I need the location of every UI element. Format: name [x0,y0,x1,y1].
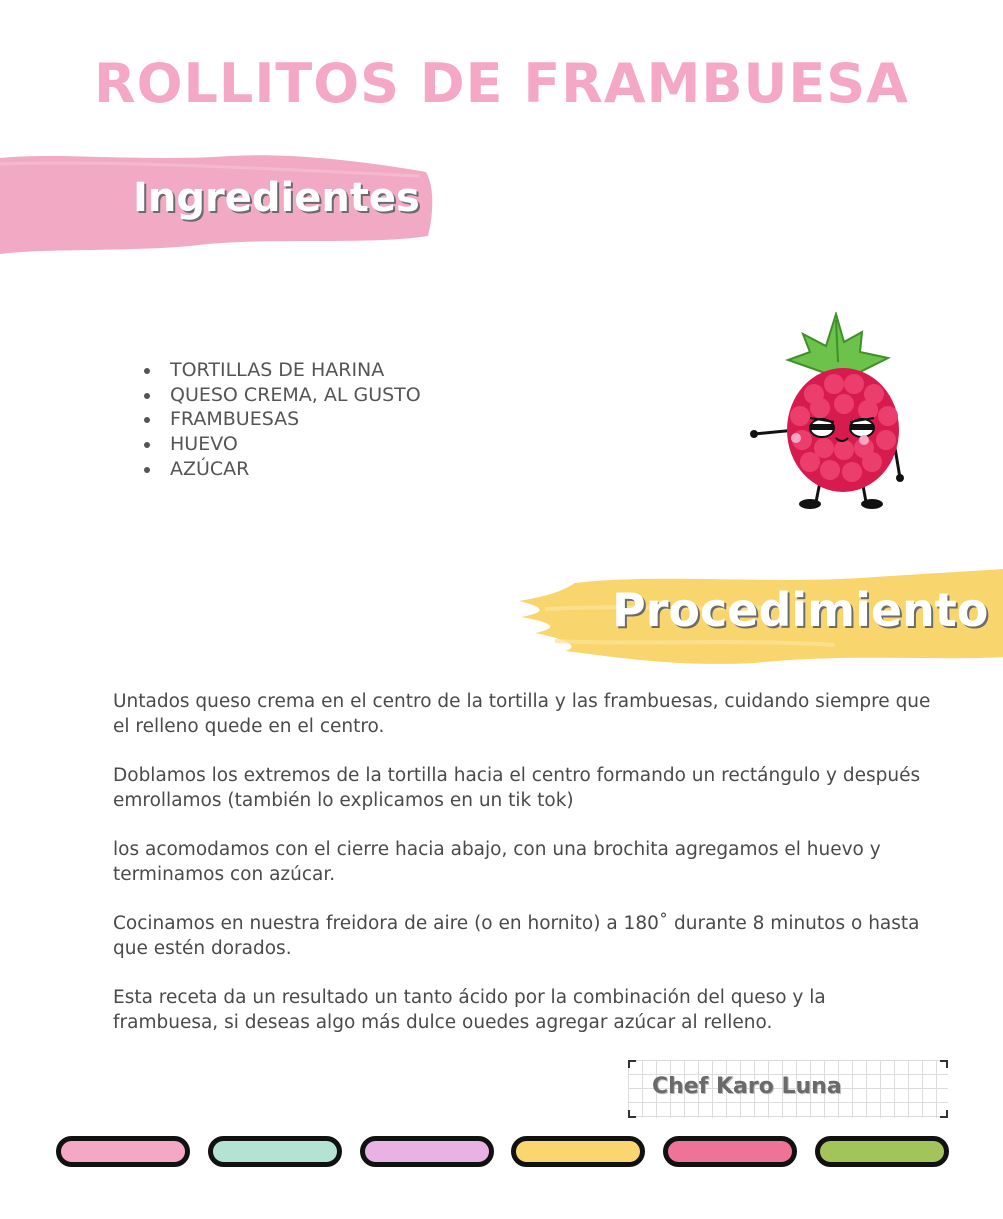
procedure-step: Esta receta da un resultado un tanto ácido por la combinación del queso y la frambuesa, si deseas algo más dulce ouedes agregar azúcar al relleno. [113,987,826,1033]
procedure-steps [113,689,933,1059]
procedure-step: Untados queso crema en el centro de la tortilla y las frambuesas, cuidando siempre que el relleno quede en el centro. [113,691,931,737]
list-item: FRAMBUESAS [140,407,421,432]
color-pill [663,1136,797,1167]
raspberry-character-icon [748,312,910,512]
color-pill [56,1136,190,1167]
decorative-color-pills [56,1136,949,1167]
corner-mark [628,1110,636,1118]
color-pill [815,1136,949,1167]
corner-mark [940,1110,948,1118]
list-item: HUEVO [140,432,421,457]
color-pill [511,1136,645,1167]
page-title: ROLLITOS DE FRAMBUESA [94,52,909,115]
procedure-step: Doblamos los extremos de la tortilla hacia el centro formando un rectángulo y después emrollamos (también lo explicamos en un tik tok) [113,765,921,811]
procedure-step: Cocinamos en nuestra freidora de aire (o en hornito) a 180˚ durante 8 minutos o hasta que estén dorados. [113,913,920,959]
procedure-heading: Procedimiento [612,583,989,637]
signature-text: Chef Karo Luna [652,1074,842,1099]
list-item: AZÚCAR [140,457,421,482]
list-item: TORTILLAS DE HARINA [140,358,421,383]
list-item: QUESO CREMA, AL GUSTO [140,383,421,408]
procedure-step: los acomodamos con el cierre hacia abajo, con una brochita agregamos el huevo y terminamos con azúcar. [113,839,881,885]
ingredients-heading: Ingredientes [133,175,420,221]
corner-mark [628,1060,636,1068]
color-pill [360,1136,494,1167]
corner-mark [940,1060,948,1068]
color-pill [208,1136,342,1167]
ingredients-list [140,358,421,481]
signature-box [628,1060,948,1118]
